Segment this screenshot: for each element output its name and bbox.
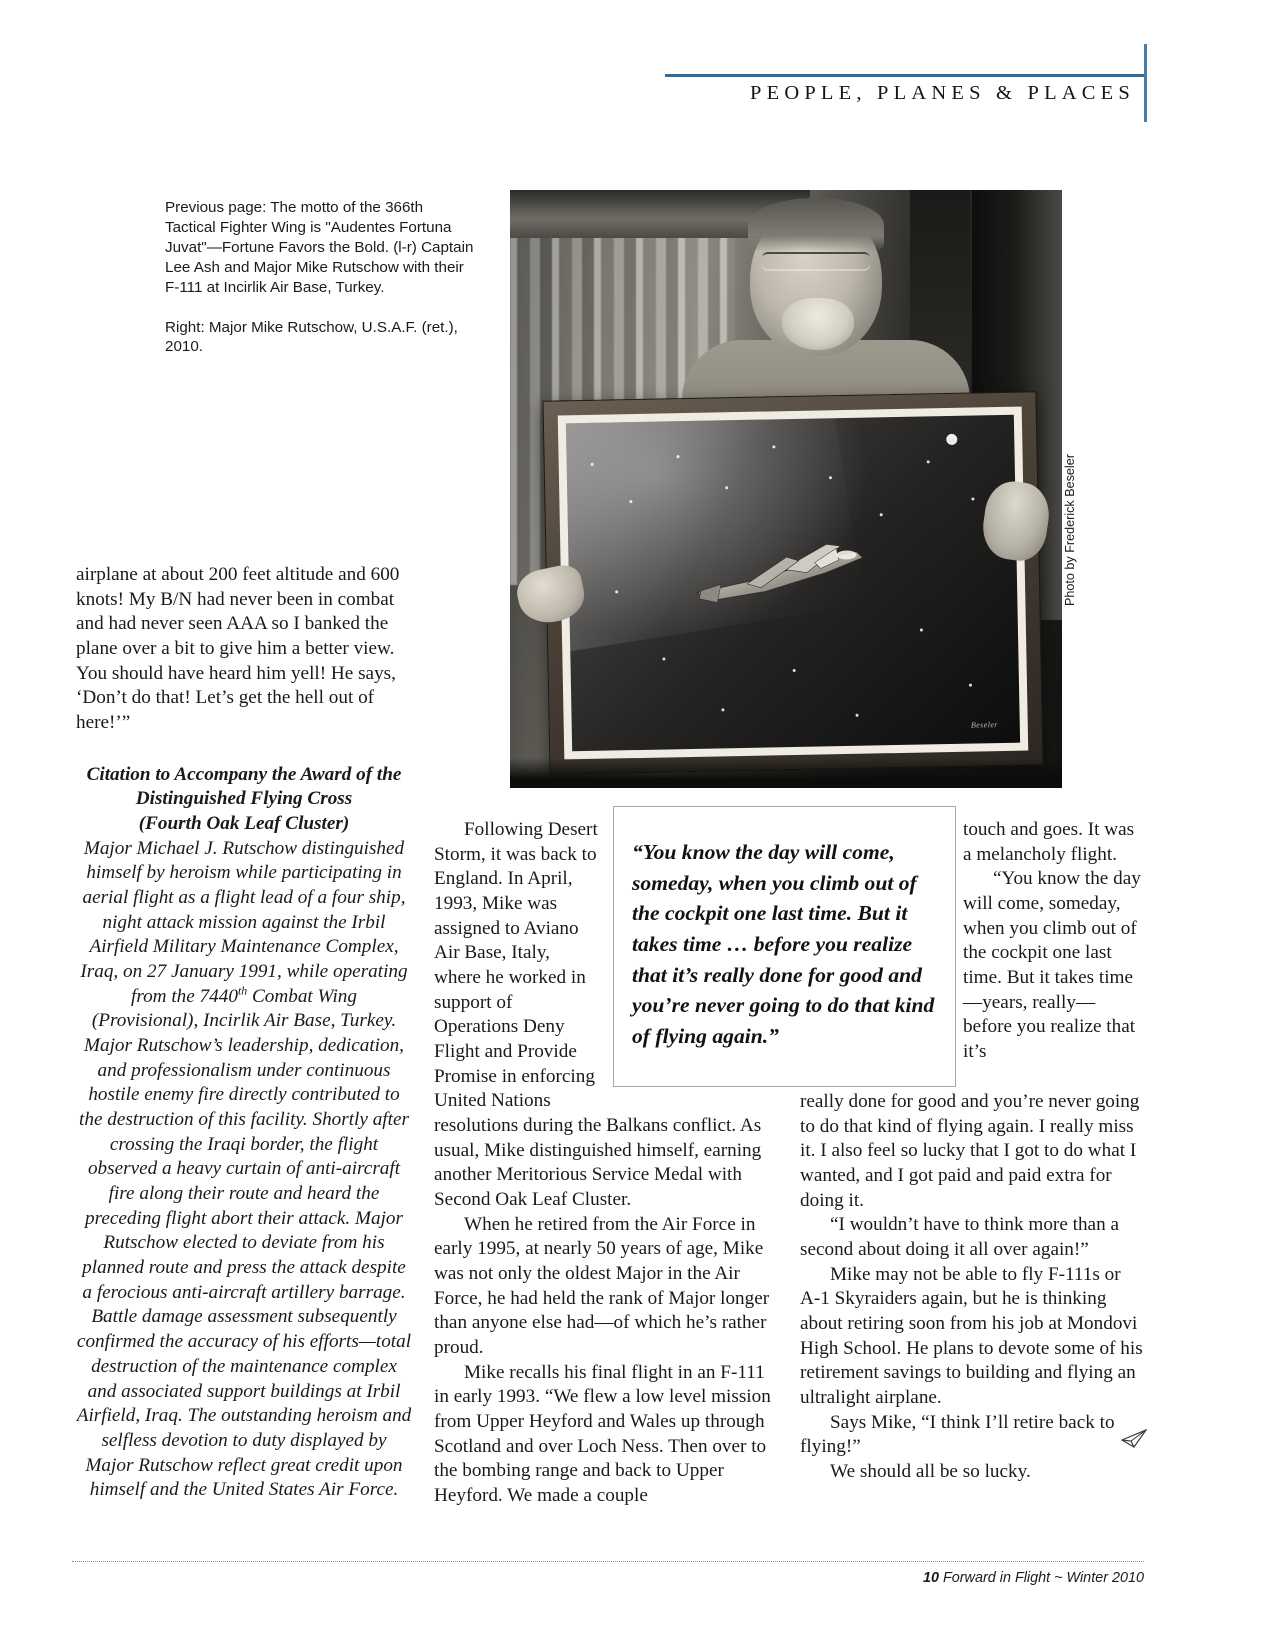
- pull-quote-box: [613, 806, 956, 1087]
- artwork-star: [721, 708, 724, 711]
- citation-body-part-1: Major Michael J. Rutschow distinguished himself by heroism while participating in aerial flight as a flight lead of a four ship, night attack mission against the Irbil Airfield Military Maintenance Complex, Iraq, on 27 January 1991, while operating from the 7440: [80, 837, 408, 1007]
- artwork-star: [629, 500, 632, 503]
- header-vertical-rule: [1144, 44, 1147, 122]
- citation-ordinal-suffix: th: [237, 983, 248, 998]
- artwork-star: [793, 669, 796, 672]
- artwork-image-f111: [566, 415, 1020, 752]
- artwork-star: [880, 513, 883, 516]
- photograph-major-rutschow: [510, 190, 1062, 788]
- citation-heading-line-3: (Fourth Oak Leaf Cluster): [138, 813, 350, 835]
- page-number: 10: [922, 1570, 939, 1586]
- caption-previous-page: Previous page: The motto of the 366th Tactical Fighter Wing is "Audentes Fortuna Juvat"—Fortune Favors the Bold. (l-r) Captain Lee Ash and Major Mike Rutschow with their F-111 at Incirlik Air Base, Turkey.: [165, 199, 474, 296]
- article-end-mark: [1113, 1428, 1147, 1450]
- right-paragraph-3: “I wouldn’t have to think more than a second about doing it all over again!”: [800, 1214, 1119, 1261]
- photo-bottom-shadow: [510, 758, 1062, 788]
- artwork-moon: [946, 434, 957, 445]
- pull-quote-text: “You know the day will come, someday, when you climb out of the cockpit one last time. But it takes time … before you realize that it’s really done for good and you’re never going to do that kind of flying again.”: [632, 840, 935, 1048]
- right-column: [800, 1090, 1143, 1485]
- artwork-star: [927, 460, 930, 463]
- photo-subject-beard: [782, 298, 854, 350]
- artwork-signature: Beseler: [970, 720, 998, 730]
- artwork-star: [829, 476, 832, 479]
- citation-body: [76, 837, 412, 1503]
- middle-paragraph-3: Mike recalls his final flight in an F-111 in early 1993. “We flew a low level mission from Upper Heyford and Wales up through Scotland and over Loch Ness. Then over to the bombing range and back to Upper Heyford. We made a couple: [434, 1361, 771, 1507]
- header-horizontal-rule: [665, 74, 1145, 77]
- photo-credit: Photo by Frederick Beseler: [1063, 454, 1077, 606]
- paper-airplane-icon: [1121, 1428, 1147, 1448]
- artwork-star: [969, 684, 972, 687]
- middle-paragraph-1: Following Desert Storm, it was back to England. In April, 1993, Mike was assigned to Aviano Air Base, Italy, where he worked in support of Operations Deny Flight and Provide Promise in enforcing United Nations resolutions during the Balkans conflict. As usual, Mike distinguished himself, earning another Meritorious Service Medal with Second Oak Leaf Cluster.: [434, 819, 762, 1211]
- citation-heading-line-2: Distinguished Flying Cross: [135, 788, 353, 810]
- artwork-star: [591, 463, 594, 466]
- artwork-star: [856, 714, 859, 717]
- citation-body-part-2: Combat Wing (Provisional), Incirlik Air Base, Turkey. Major Rutschow’s leadership, dedication, and professionalism under continuous hostile enemy fire directly contributed to the destruction of this facility. Shortly after crossing the Iraqi border, the flight observed a heavy curtain of anti-aircraft fire along their route and heard the preceding flight abort their attack. Major Rutschow elected to deviate from his planned route and press the attack despite a ferocious anti-aircraft artillery barrage. Battle damage assessment subsequently confirmed the accuracy of his efforts—total destruction of the maintenance complex and associated support buildings at Irbil Airfield, Iraq. The outstanding heroism and selfless devotion to duty displayed by Major Rutschow reflect great credit upon himself and the United States Air Force.: [76, 985, 412, 1501]
- photo-subject-hair: [748, 198, 884, 252]
- page-header-title: PEOPLE, PLANES & PLACES: [750, 82, 1135, 104]
- right-column-narrow-top: [963, 818, 1143, 1065]
- artwork-star: [772, 445, 775, 448]
- middle-paragraph-2: When he retired from the Air Force in early 1995, at nearly 50 years of age, Mike was not only the oldest Major in the Air Force, he had held the rank of Major longer than anyone else had—of which he’s rather proud.: [434, 1213, 770, 1359]
- artwork-star: [615, 590, 618, 593]
- artwork-mat: [558, 407, 1029, 760]
- right-paragraph-2-continued: really done for good and you’re never going to do that kind of flying again. I really miss it. I also feel so lucky that I got to do what I wanted, and I got paid and paid extra for doing it.: [800, 1091, 1140, 1211]
- caption-right: Right: Major Mike Rutschow, U.S.A.F. (ret.), 2010.: [165, 318, 458, 356]
- artwork-star: [971, 498, 974, 501]
- right-paragraph-6: We should all be so lucky.: [830, 1461, 1031, 1483]
- left-column: [76, 563, 412, 1503]
- publication-name: Forward in Flight ~ Winter 2010: [942, 1570, 1144, 1586]
- framed-artwork: [542, 391, 1043, 774]
- right-paragraph-1-narrow: touch and goes. It was a melancholy flight.: [963, 819, 1135, 865]
- artwork-star: [920, 629, 923, 632]
- f111-aircraft-illustration: [686, 537, 877, 613]
- body-paragraph-continued: airplane at about 200 feet altitude and 600 knots! My B/N had never been in combat and had never seen AAA so I banked the plane over a bit to give him a better view. You should have heard him yell! He says, ‘Don’t do that! Let’s get the hell out of here!’”: [76, 564, 400, 734]
- right-paragraph-5: Says Mike, “I think I’ll retire back to flying!”: [800, 1411, 1115, 1458]
- artwork-star: [662, 657, 665, 660]
- eyeglasses-icon: [762, 252, 870, 271]
- footer-rule: [72, 1561, 1144, 1562]
- citation-block: [76, 763, 412, 1503]
- right-paragraph-4: Mike may not be able to fly F-111s or A-1 Skyraiders again, but he is thinking about retiring soon from his job at Mondovi High School. He plans to devote some of his retirement savings to building and flying an ultralight airplane.: [800, 1263, 1143, 1409]
- artwork-star: [677, 455, 680, 458]
- footer: [700, 1570, 1144, 1586]
- photo-caption-block: [165, 198, 477, 357]
- artwork-star: [725, 486, 728, 489]
- right-paragraph-2-narrow: “You know the day will come, someday, when you climb out of the cockpit one last time. But it takes time—years, really—before you realize that it’s: [963, 868, 1141, 1063]
- artwork-light-beam: [566, 415, 865, 655]
- citation-heading-line-1: Citation to Accompany the Award of the: [86, 763, 402, 785]
